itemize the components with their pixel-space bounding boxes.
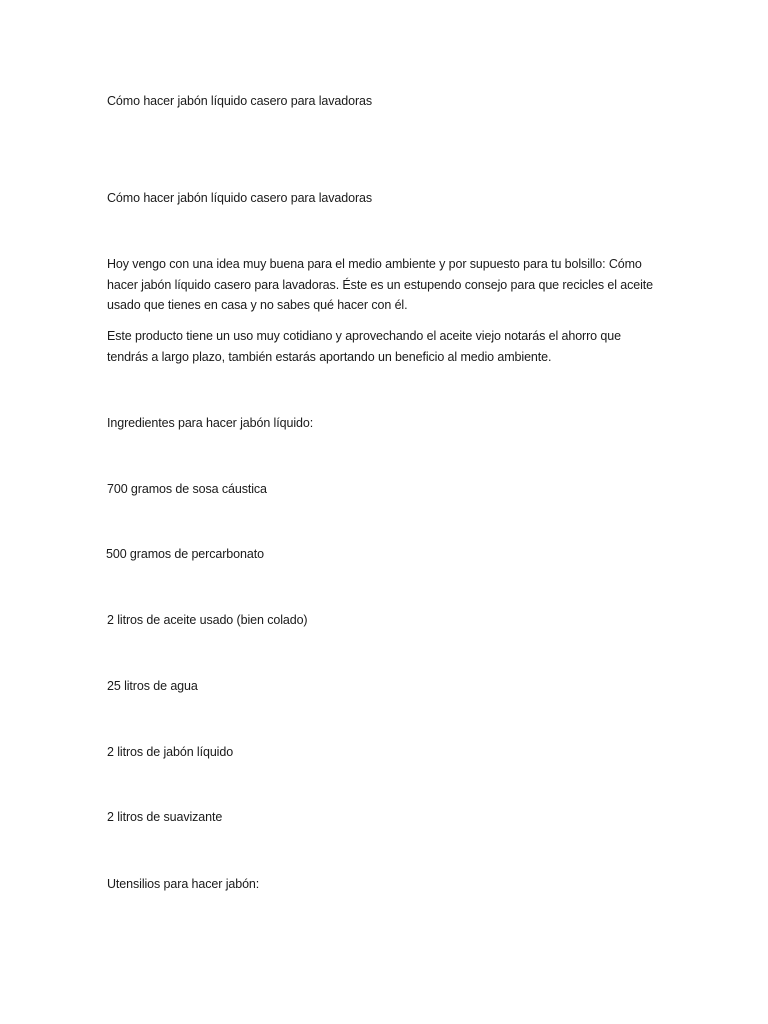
ingredient-item: 700 gramos de sosa cáustica bbox=[107, 482, 267, 496]
intro-paragraph bbox=[107, 254, 667, 316]
second-paragraph bbox=[107, 326, 667, 367]
utensils-heading: Utensilios para hacer jabón: bbox=[107, 877, 260, 891]
second-line-1: Este producto tiene un uso muy cotidiano y aprovechando el aceite viejo notarás el ahorro que bbox=[107, 329, 621, 343]
document-title: Cómo hacer jabón líquido casero para lavadoras bbox=[107, 94, 373, 108]
second-line-2: tendrás a largo plazo, también estarás aportando un beneficio al medio ambiente. bbox=[107, 349, 552, 364]
ingredient-item: 500 gramos de percarbonato bbox=[106, 547, 264, 561]
ingredient-item: 2 litros de suavizante bbox=[107, 810, 223, 824]
ingredient-item: 2 litros de aceite usado (bien colado) bbox=[107, 613, 308, 627]
intro-line-3: usado que tienes en casa y no sabes qué hacer con él. bbox=[107, 298, 408, 312]
ingredient-item: 25 litros de agua bbox=[107, 679, 198, 693]
intro-line-2: hacer jabón líquido casero para lavadoras. Éste es un estupendo consejo para que recicles el aceite bbox=[107, 277, 654, 292]
ingredients-heading: Ingredientes para hacer jabón líquido: bbox=[107, 416, 314, 430]
ingredient-item: 2 litros de jabón líquido bbox=[107, 745, 234, 759]
intro-line-1: Hoy vengo con una idea muy buena para el medio ambiente y por supuesto para tu bolsillo: Cómo bbox=[107, 257, 642, 271]
section-title: Cómo hacer jabón líquido casero para lavadoras bbox=[107, 191, 373, 205]
